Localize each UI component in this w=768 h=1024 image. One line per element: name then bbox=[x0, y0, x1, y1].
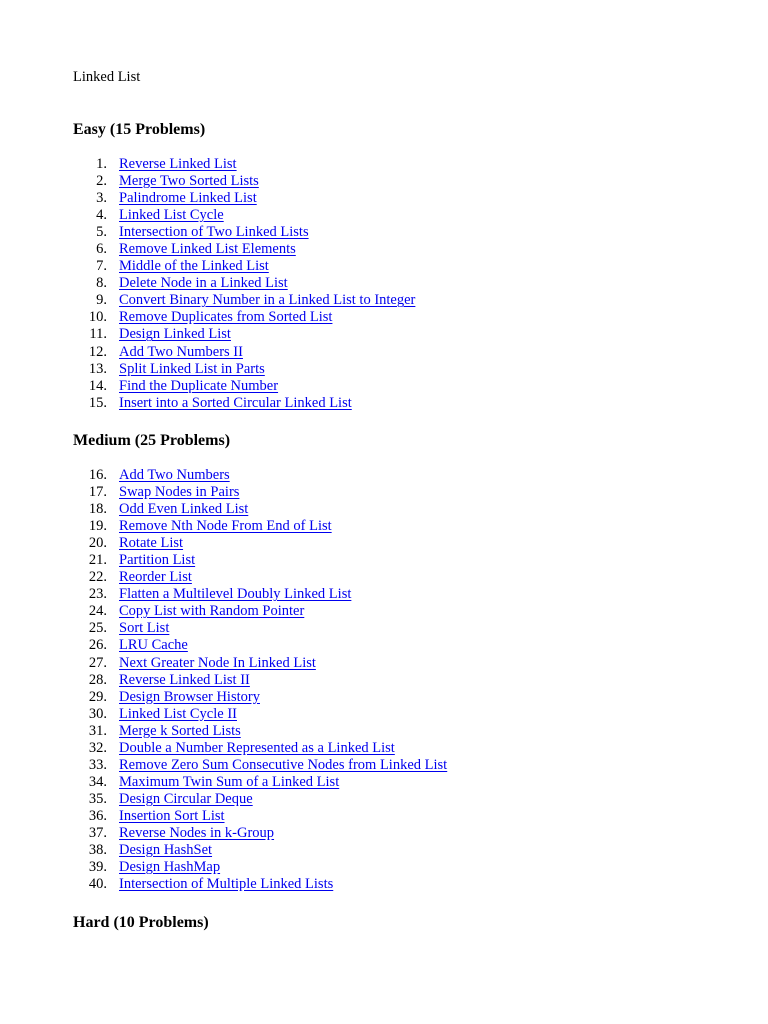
problem-link[interactable]: Partition List bbox=[119, 552, 196, 569]
list-item-number: 39. bbox=[88, 859, 107, 876]
list-item-number: 34. bbox=[88, 773, 107, 790]
problem-link[interactable]: Design Browser History bbox=[119, 688, 260, 705]
list-item-number: 32. bbox=[88, 739, 107, 756]
list-item-number: 1. bbox=[96, 156, 107, 172]
problem-link[interactable]: Find the Duplicate Number bbox=[119, 377, 279, 394]
list-item-number: 36. bbox=[88, 807, 107, 824]
list-item-number: 14. bbox=[88, 377, 107, 394]
problem-link[interactable]: Reverse Linked List II bbox=[119, 671, 250, 688]
list-item-number: 9. bbox=[96, 292, 107, 309]
list-item-number: 38. bbox=[88, 842, 107, 859]
problem-link[interactable]: Rotate List bbox=[119, 535, 184, 552]
list-item-number: 29. bbox=[88, 688, 107, 705]
list-item-number: 18. bbox=[88, 501, 107, 518]
problem-link[interactable]: Remove Linked List Elements bbox=[119, 241, 296, 258]
problem-link[interactable]: Copy List with Random Pointer bbox=[119, 603, 305, 620]
problem-link[interactable]: Odd Even Linked List bbox=[119, 501, 249, 518]
problem-link[interactable]: Intersection of Two Linked Lists bbox=[119, 224, 309, 241]
problem-link[interactable]: Design Circular Deque bbox=[119, 790, 253, 807]
list-item-number: 13. bbox=[88, 360, 107, 377]
page-title: Linked List bbox=[73, 69, 141, 85]
problem-link[interactable]: Design HashSet bbox=[119, 842, 213, 859]
problem-link[interactable]: Insert into a Sorted Circular Linked List bbox=[119, 394, 352, 411]
problem-link[interactable]: Remove Zero Sum Consecutive Nodes from Linked List bbox=[119, 756, 448, 773]
problem-link[interactable]: Next Greater Node In Linked List bbox=[119, 654, 316, 671]
problem-link[interactable]: Swap Nodes in Pairs bbox=[119, 484, 240, 501]
problem-link[interactable]: Sort List bbox=[119, 620, 170, 637]
problem-link[interactable]: Linked List Cycle II bbox=[119, 705, 237, 722]
list-item-number: 28. bbox=[88, 671, 107, 688]
list-item-number: 40. bbox=[88, 876, 107, 893]
list-item-number: 37. bbox=[88, 824, 107, 841]
problem-link[interactable]: Reverse Linked List bbox=[119, 156, 237, 172]
problem-link[interactable]: Double a Number Represented as a Linked List bbox=[119, 739, 395, 756]
list-item-number: 3. bbox=[96, 190, 107, 207]
problem-link[interactable]: Merge Two Sorted Lists bbox=[119, 173, 259, 190]
section-heading-easy: Easy (15 Problems) bbox=[73, 121, 206, 138]
list-item-number: 11. bbox=[89, 326, 107, 343]
list-item-number: 20. bbox=[88, 535, 107, 552]
list-item-number: 8. bbox=[96, 275, 107, 292]
problem-link[interactable]: Convert Binary Number in a Linked List to Integer bbox=[119, 292, 416, 309]
problem-link[interactable]: Split Linked List in Parts bbox=[119, 360, 265, 377]
list-item-number: 10. bbox=[88, 309, 107, 326]
problem-link[interactable]: Reverse Nodes in k-Group bbox=[119, 824, 275, 841]
problem-link[interactable]: Middle of the Linked List bbox=[119, 258, 269, 275]
list-item-number: 27. bbox=[88, 654, 107, 671]
list-item-number: 4. bbox=[96, 207, 107, 224]
section-heading-medium: Medium (25 Problems) bbox=[73, 432, 231, 449]
list-item-number: 16. bbox=[88, 467, 107, 483]
list-item-number: 30. bbox=[88, 705, 107, 722]
problem-link[interactable]: Design Linked List bbox=[119, 326, 231, 343]
problem-link[interactable]: Palindrome Linked List bbox=[119, 190, 257, 207]
list-item-number: 6. bbox=[96, 241, 107, 258]
problem-link[interactable]: Add Two Numbers II bbox=[119, 343, 243, 360]
list-item-number: 26. bbox=[88, 637, 107, 654]
list-item-number: 25. bbox=[88, 620, 107, 637]
list-item-number: 7. bbox=[96, 258, 107, 275]
problem-link[interactable]: Flatten a Multilevel Doubly Linked List bbox=[119, 586, 352, 603]
problem-link[interactable]: Add Two Numbers bbox=[119, 467, 230, 483]
problem-link[interactable]: Merge k Sorted Lists bbox=[119, 722, 241, 739]
list-item-number: 19. bbox=[88, 518, 107, 535]
problem-link[interactable]: Intersection of Multiple Linked Lists bbox=[119, 876, 334, 893]
list-item-number: 33. bbox=[88, 756, 107, 773]
problem-link[interactable]: Delete Node in a Linked List bbox=[119, 275, 288, 292]
list-item-number: 24. bbox=[88, 603, 107, 620]
list-item-number: 12. bbox=[88, 343, 107, 360]
problem-link[interactable]: Linked List Cycle bbox=[119, 207, 224, 224]
problem-link[interactable]: Remove Nth Node From End of List bbox=[119, 518, 332, 535]
list-item-number: 35. bbox=[88, 790, 107, 807]
list-item-number: 15. bbox=[88, 394, 107, 411]
list-item-number: 17. bbox=[88, 484, 107, 501]
list-item-number: 31. bbox=[88, 722, 107, 739]
section-heading-hard: Hard (10 Problems) bbox=[73, 914, 209, 931]
list-item-number: 23. bbox=[88, 586, 107, 603]
list-item-number: 22. bbox=[88, 569, 107, 586]
problem-link[interactable]: Remove Duplicates from Sorted List bbox=[119, 309, 333, 326]
list-item-number: 2. bbox=[96, 173, 107, 190]
problem-link[interactable]: Maximum Twin Sum of a Linked List bbox=[119, 773, 340, 790]
problem-link[interactable]: Design HashMap bbox=[119, 859, 221, 876]
list-item-number: 21. bbox=[88, 552, 107, 569]
problem-link[interactable]: Reorder List bbox=[119, 569, 192, 586]
problem-link[interactable]: Insertion Sort List bbox=[119, 807, 225, 824]
problem-link[interactable]: LRU Cache bbox=[119, 637, 188, 654]
list-item-number: 5. bbox=[96, 224, 107, 241]
